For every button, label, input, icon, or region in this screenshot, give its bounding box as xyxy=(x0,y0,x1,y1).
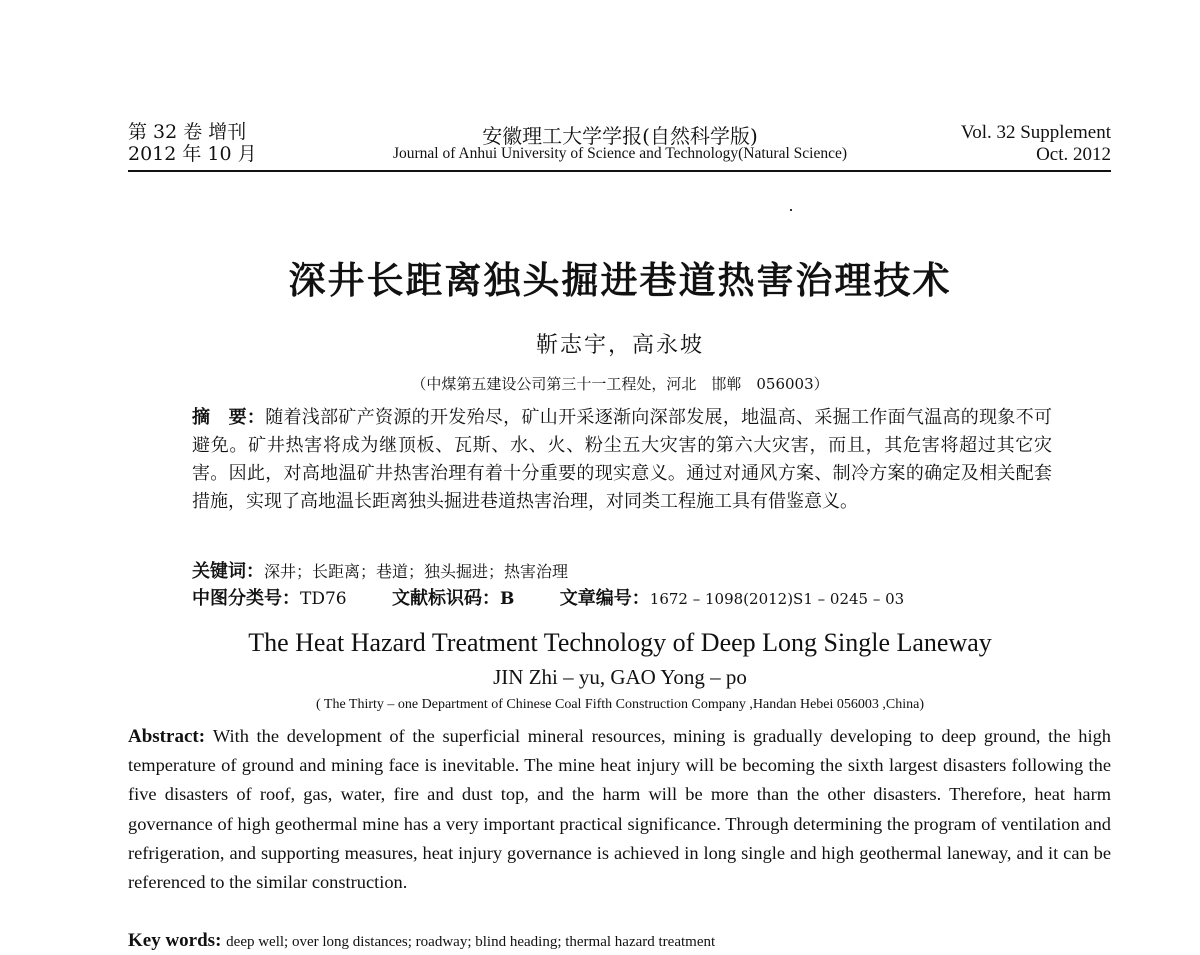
keywords-cn xyxy=(192,557,568,583)
authors-en: JIN Zhi – yu, GAO Yong – po xyxy=(493,665,747,689)
article-no-value: 1672 – 1098(2012)S1 – 0245 – 03 xyxy=(649,590,905,608)
affiliation-en: ( The Thirty – one Department of Chinese Coal Fifth Construction Company ,Handan Hebei 056003 ,China) xyxy=(316,697,924,712)
keywords-label-en: Key words xyxy=(128,930,216,951)
paper-title-en: The Heat Hazard Treatment Technology of Deep Long Single Laneway xyxy=(248,628,992,657)
abstract-label-cn: 摘 要： xyxy=(192,407,266,428)
abstract-label-en: Abstract xyxy=(128,726,199,747)
abstract-text-cn: 随着浅部矿产资源的开发殆尽，矿山开采逐渐向深部发展，地温高、采掘工作面气温高的现象不可避免。矿井热害将成为继顶板、瓦斯、水、火、粉尘五大灾害的第六大灾害，而且，其危害将超过其它灾害。因此，对高地温矿井热害治理有着十分重要的现实意义。通过对通风方案、制冷方案的确定及相关配套措施，实现了高地温长距离独头掘进巷道热害治理，对同类工程施工具有借鉴意义。 xyxy=(192,407,1052,512)
clc-label: 中图分类号： xyxy=(192,588,300,609)
authors-cn: 靳志宇，高永坡 xyxy=(535,333,704,358)
keywords-text-cn: 深井；长距离；巷道；独头掘进；热害治理 xyxy=(264,562,569,581)
classification-line xyxy=(192,584,904,610)
clc-value: TD76 xyxy=(300,589,347,609)
affiliation-cn: （中煤第五建设公司第三十一工程处，河北 邯郸 056003） xyxy=(411,375,829,393)
scan-speck xyxy=(790,209,792,211)
journal-title-en: Journal of Anhui University of Science and Technology(Natural Science) xyxy=(392,145,848,162)
paper-title-cn: 深井长距离独头掘进巷道热害治理技术 xyxy=(288,258,952,302)
article-no-label: 文章编号： xyxy=(559,588,650,609)
doc-code-value: B xyxy=(500,589,515,609)
doc-code-label: 文献标识码： xyxy=(392,588,501,609)
abstract-cn xyxy=(192,404,1052,516)
keywords-en: Key words: deep well; over long distances; roadway; blind heading; thermal hazard treatment xyxy=(128,930,716,951)
header-rule xyxy=(128,170,1111,172)
volume-cn: 第 32 卷 增刊 xyxy=(128,121,247,143)
abstract-text-en: With the development of the superficial mineral resources, mining is gradually developing to deep ground, the high temperature of ground and mining face is inevitable. The mine heat injury will be becoming the sixth largest disasters following the five disasters of roof, gas, water, fire and dust top, and the harm will be more than the other disasters. Therefore, heat harm governance of high geothermal mine has a very important practical significance. Through determining the program of ventilation and refrigeration, and supporting measures, heat injury governance is achieved in long single and high geothermal laneway, and it can be referenced to the similar construction. xyxy=(128,726,1112,893)
abstract-en: Abstract: With the development of the superficial mineral resources, mining is gradually developing to deep ground, the high temperature of ground and mining face is inevitable. The mine heat injury will be becoming the sixth largest disasters following the five disasters of roof, gas, water, fire and dust top, and the harm will be more than the other disasters. Therefore, heat harm governance of high geothermal mine has a very important practical significance. Through determining the program of ventilation and refrigeration, and supporting measures, heat injury governance is achieved in long single and high geothermal laneway, and it can be referenced to the similar construction. xyxy=(128,726,1112,893)
date-en: Oct. 2012 xyxy=(1036,144,1111,165)
journal-title-cn: 安徽理工大学学报(自然科学版) xyxy=(482,124,758,148)
date-cn: 2012 年 10 月 xyxy=(128,143,257,165)
volume-en: Vol. 32 Supplement xyxy=(960,122,1111,143)
keywords-label-cn: 关键词： xyxy=(192,561,264,582)
keywords-text-en: deep well; over long distances; roadway; blind heading; thermal hazard treatment xyxy=(226,934,716,950)
